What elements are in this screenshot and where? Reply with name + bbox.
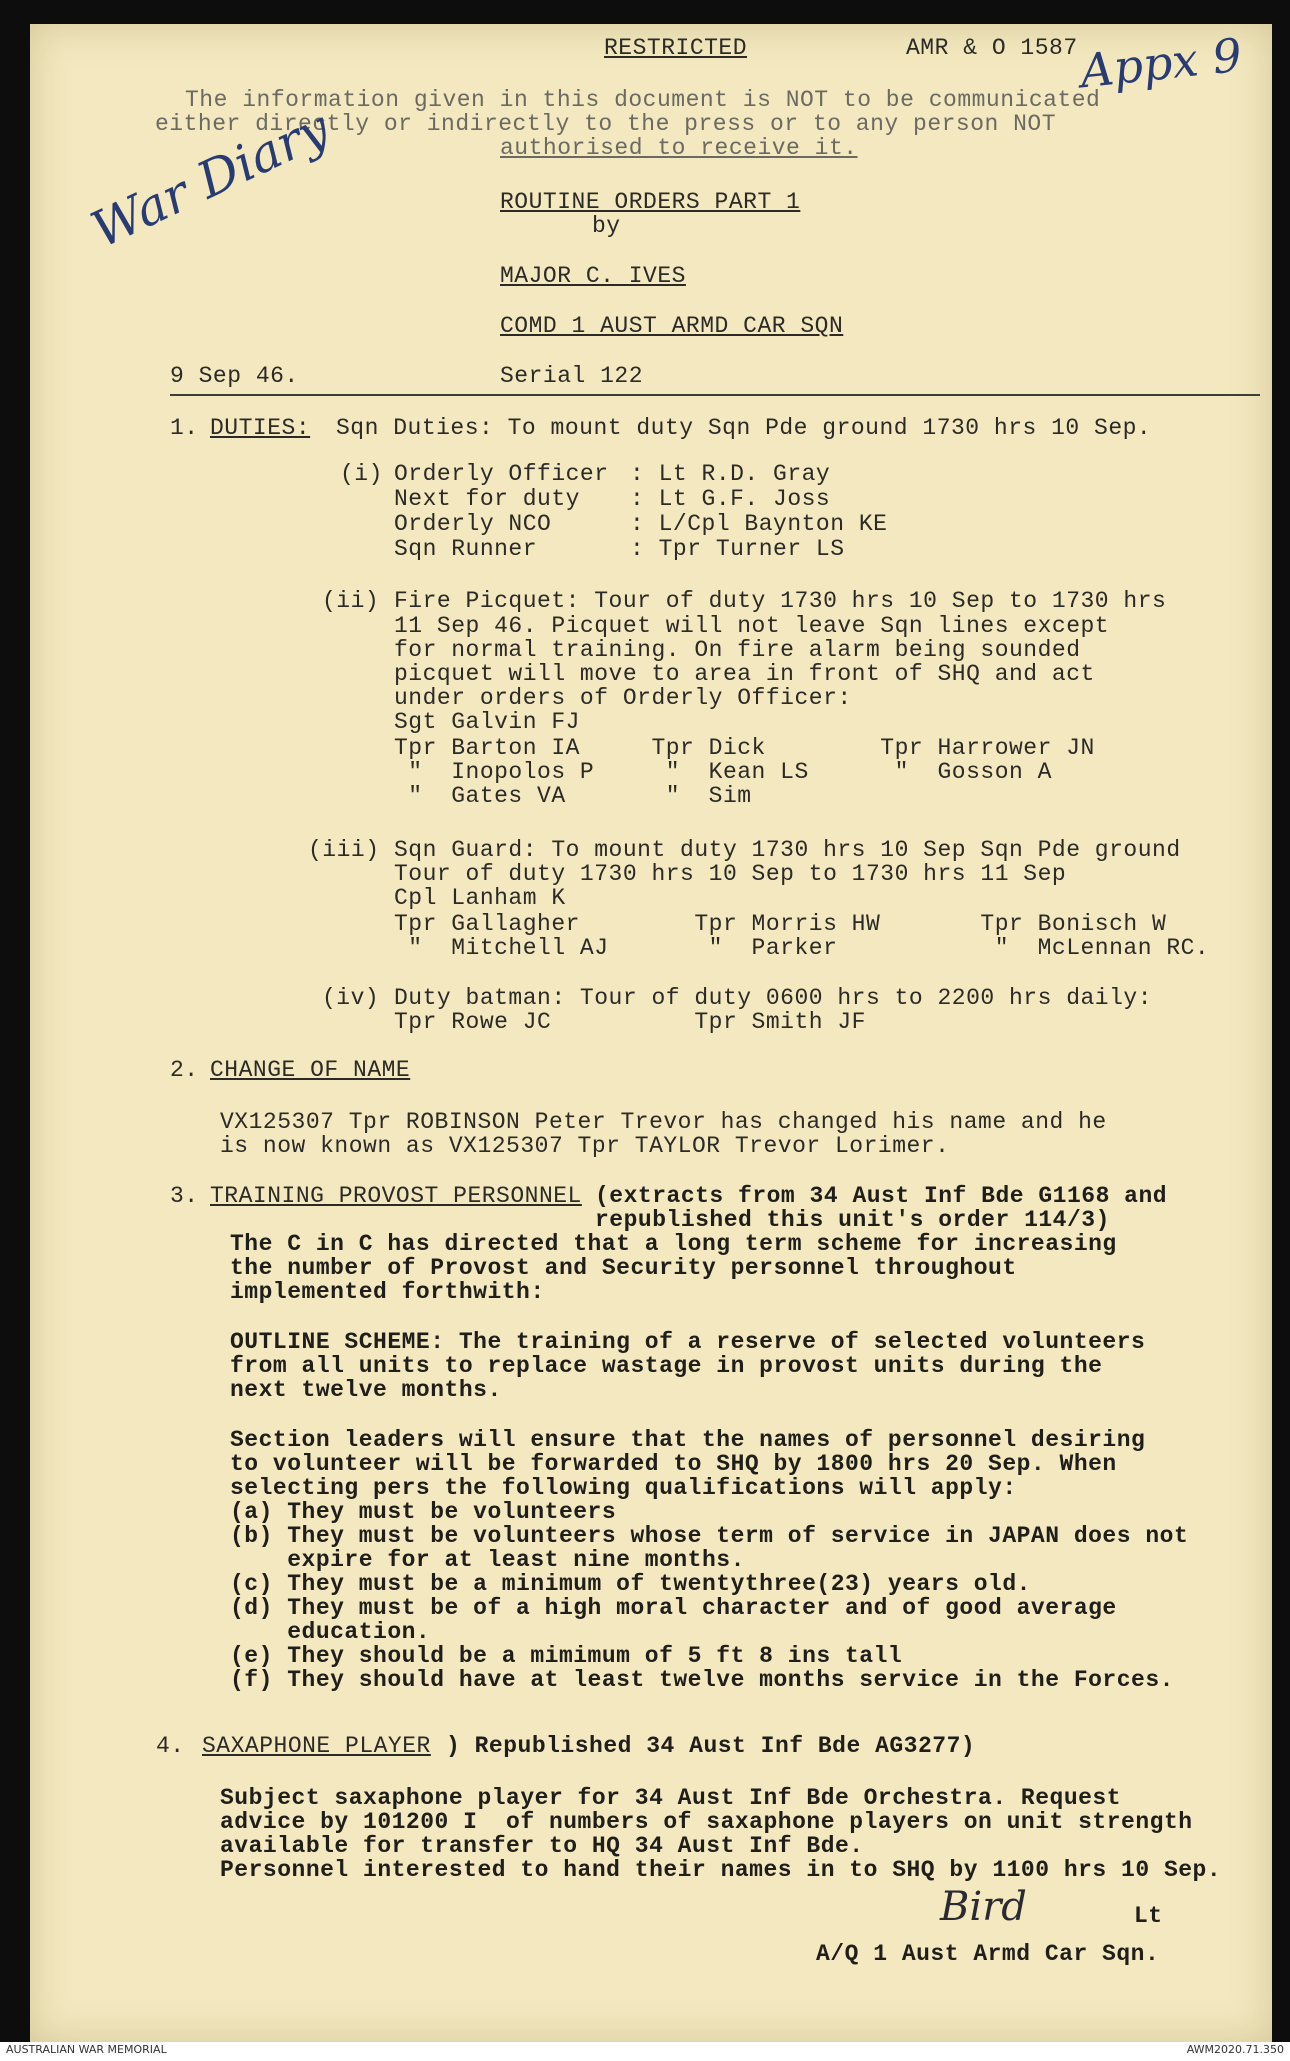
section-3-intro: The C in C has directed that a long term scheme for increasing (230, 1231, 1117, 1257)
war-diary-annotation: War Diary (82, 99, 339, 260)
picquet-num: (ii) (322, 588, 380, 614)
section-4-line: advice by 101200 I of numbers of saxaphone players on unit strength (220, 1809, 1193, 1835)
commanding-officer: MAJOR C. IVES (500, 263, 686, 289)
picquet-line: Sgt Galvin FJ (394, 709, 580, 735)
notice-line-1: The information given in this document is NOT to be communicated (185, 87, 1101, 113)
guard-line: Sqn Guard: To mount duty 1730 hrs 10 Sep Sqn Pde ground (394, 837, 1181, 863)
guard-line: Tour of duty 1730 hrs 10 Sep to 1730 hrs 11 Sep (394, 861, 1067, 887)
qualification: (e) They should be a mimimum of 5 ft 8 ins tall (230, 1643, 903, 1669)
notice-line-3: authorised to receive it. (500, 135, 858, 161)
section-4-heading: SAXAPHONE PLAYER (202, 1733, 431, 1759)
qualification: (d) They must be of a high moral character and of good average (230, 1595, 1117, 1621)
appendix-annotation: Appx 9 (1077, 27, 1245, 99)
batman-line: Duty batman: Tour of duty 0600 hrs to 2200 hrs daily: (394, 985, 1153, 1011)
outline-scheme: from all units to replace wastage in provost units during the (230, 1353, 1103, 1379)
header-divider (170, 394, 1260, 396)
batman-num: (iv) (322, 985, 380, 1011)
qualification: (b) They must be volunteers whose term of service in JAPAN does not (230, 1523, 1189, 1549)
roster-name: : Lt R.D. Gray (630, 461, 831, 487)
roster-name: : L/Cpl Baynton KE (630, 511, 888, 537)
section-2-line: is now known as VX125307 Tpr TAYLOR Trevor Lorimer. (220, 1133, 950, 1159)
unit-name: COMD 1 AUST ARMD CAR SQN (500, 313, 844, 339)
outline-scheme: OUTLINE SCHEME: The training of a reserve of selected volunteers (230, 1329, 1146, 1355)
signature-title: A/Q 1 Aust Armd Car Sqn. (816, 1941, 1160, 1967)
picquet-line: Fire Picquet: Tour of duty 1730 hrs 10 Sep to 1730 hrs (394, 588, 1167, 614)
picquet-line: 11 Sep 46. Picquet will not leave Sqn lines except (394, 613, 1110, 639)
batman-line: Tpr Rowe JC Tpr Smith JF (394, 1009, 866, 1035)
order-date: 9 Sep 46. (170, 363, 299, 389)
section-leaders: selecting pers the following qualifications will apply: (230, 1475, 1017, 1501)
roster-role: Next for duty (394, 486, 580, 512)
qualification: (c) They must be a minimum of twentythree(23) years old. (230, 1571, 1031, 1597)
section-3-heading-rest: (extracts from 34 Aust Inf Bde G1168 and (595, 1183, 1168, 1209)
section-4-heading-rest: ) Republished 34 Aust Inf Bde AG3277) (446, 1733, 976, 1759)
section-1-heading: DUTIES: (210, 415, 311, 441)
document-reference: AMR & O 1587 (906, 35, 1078, 61)
section-1-number: 1. (170, 415, 199, 441)
signature-rank: Lt (1134, 1903, 1163, 1929)
section-2-heading: CHANGE OF NAME (210, 1057, 411, 1083)
guard-line: Cpl Lanham K (394, 885, 566, 911)
serial-number: Serial 122 (500, 363, 644, 389)
document-page (30, 24, 1272, 2042)
restricted-label: RESTRICTED (604, 35, 748, 61)
roster-role: Orderly Officer (394, 461, 609, 487)
roster-role: Sqn Runner (394, 536, 538, 562)
section-1-text: Sqn Duties: To mount duty Sqn Pde ground 1730 hrs 10 Sep. (336, 415, 1152, 441)
picquet-line: for normal training. On fire alarm being sounded (394, 637, 1081, 663)
notice-line-2: either directly or indirectly to the press or to any person NOT (155, 111, 1057, 137)
guard-line: Tpr Gallagher Tpr Morris HW Tpr Bonisch W (394, 911, 1167, 937)
picquet-line: picquet will move to area in front of SHQ and act (394, 661, 1095, 687)
section-4-number: 4. (156, 1733, 185, 1759)
archive-footer (0, 2042, 1290, 2061)
orders-title: ROUTINE ORDERS PART 1 (500, 189, 801, 215)
qualification: education. (230, 1619, 431, 1645)
archive-reference: AWM2020.71.350 (1186, 2043, 1284, 2056)
roster-role: Orderly NCO (394, 511, 552, 537)
handwritten-signature: Bird (940, 1884, 1027, 1930)
section-2-number: 2. (170, 1057, 199, 1083)
section-3-heading: TRAINING PROVOST PERSONNEL (210, 1183, 582, 1209)
section-3-intro: the number of Provost and Security personnel throughout (230, 1255, 1017, 1281)
roster-name: : Tpr Turner LS (630, 536, 845, 562)
picquet-line: " Inopolos P " Kean LS " Gosson A (394, 759, 1052, 785)
section-3-intro: implemented forthwith: (230, 1279, 545, 1305)
guard-line: " Mitchell AJ " Parker " McLennan RC. (394, 935, 1210, 961)
section-leaders: Section leaders will ensure that the names of personnel desiring (230, 1427, 1146, 1453)
section-3-number: 3. (170, 1183, 199, 1209)
roster-name: : Lt G.F. Joss (630, 486, 831, 512)
orders-by: by (592, 213, 621, 239)
section-4-line: Subject saxaphone player for 34 Aust Inf Bde Orchestra. Request (220, 1785, 1122, 1811)
qualification: (f) They should have at least twelve months service in the Forces. (230, 1667, 1174, 1693)
section-2-line: VX125307 Tpr ROBINSON Peter Trevor has changed his name and he (220, 1109, 1107, 1135)
qualification: expire for at least nine months. (230, 1547, 745, 1573)
section-3-heading-rest-2: republished this unit's order 114/3) (595, 1207, 1110, 1233)
section-4-line: available for transfer to HQ 34 Aust Inf Bde. (220, 1833, 864, 1859)
outline-scheme: next twelve months. (230, 1377, 502, 1403)
guard-num: (iii) (308, 837, 380, 863)
qualification: (a) They must be volunteers (230, 1499, 617, 1525)
roster-num: (i) (340, 461, 383, 487)
archive-name: AUSTRALIAN WAR MEMORIAL (6, 2043, 167, 2056)
picquet-line: " Gates VA " Sim (394, 783, 752, 809)
section-leaders: to volunteer will be forwarded to SHQ by 1800 hrs 20 Sep. When (230, 1451, 1117, 1477)
section-4-line: Personnel interested to hand their names in to SHQ by 1100 hrs 10 Sep. (220, 1857, 1222, 1883)
picquet-line: under orders of Orderly Officer: (394, 685, 852, 711)
picquet-line: Tpr Barton IA Tpr Dick Tpr Harrower JN (394, 735, 1095, 761)
